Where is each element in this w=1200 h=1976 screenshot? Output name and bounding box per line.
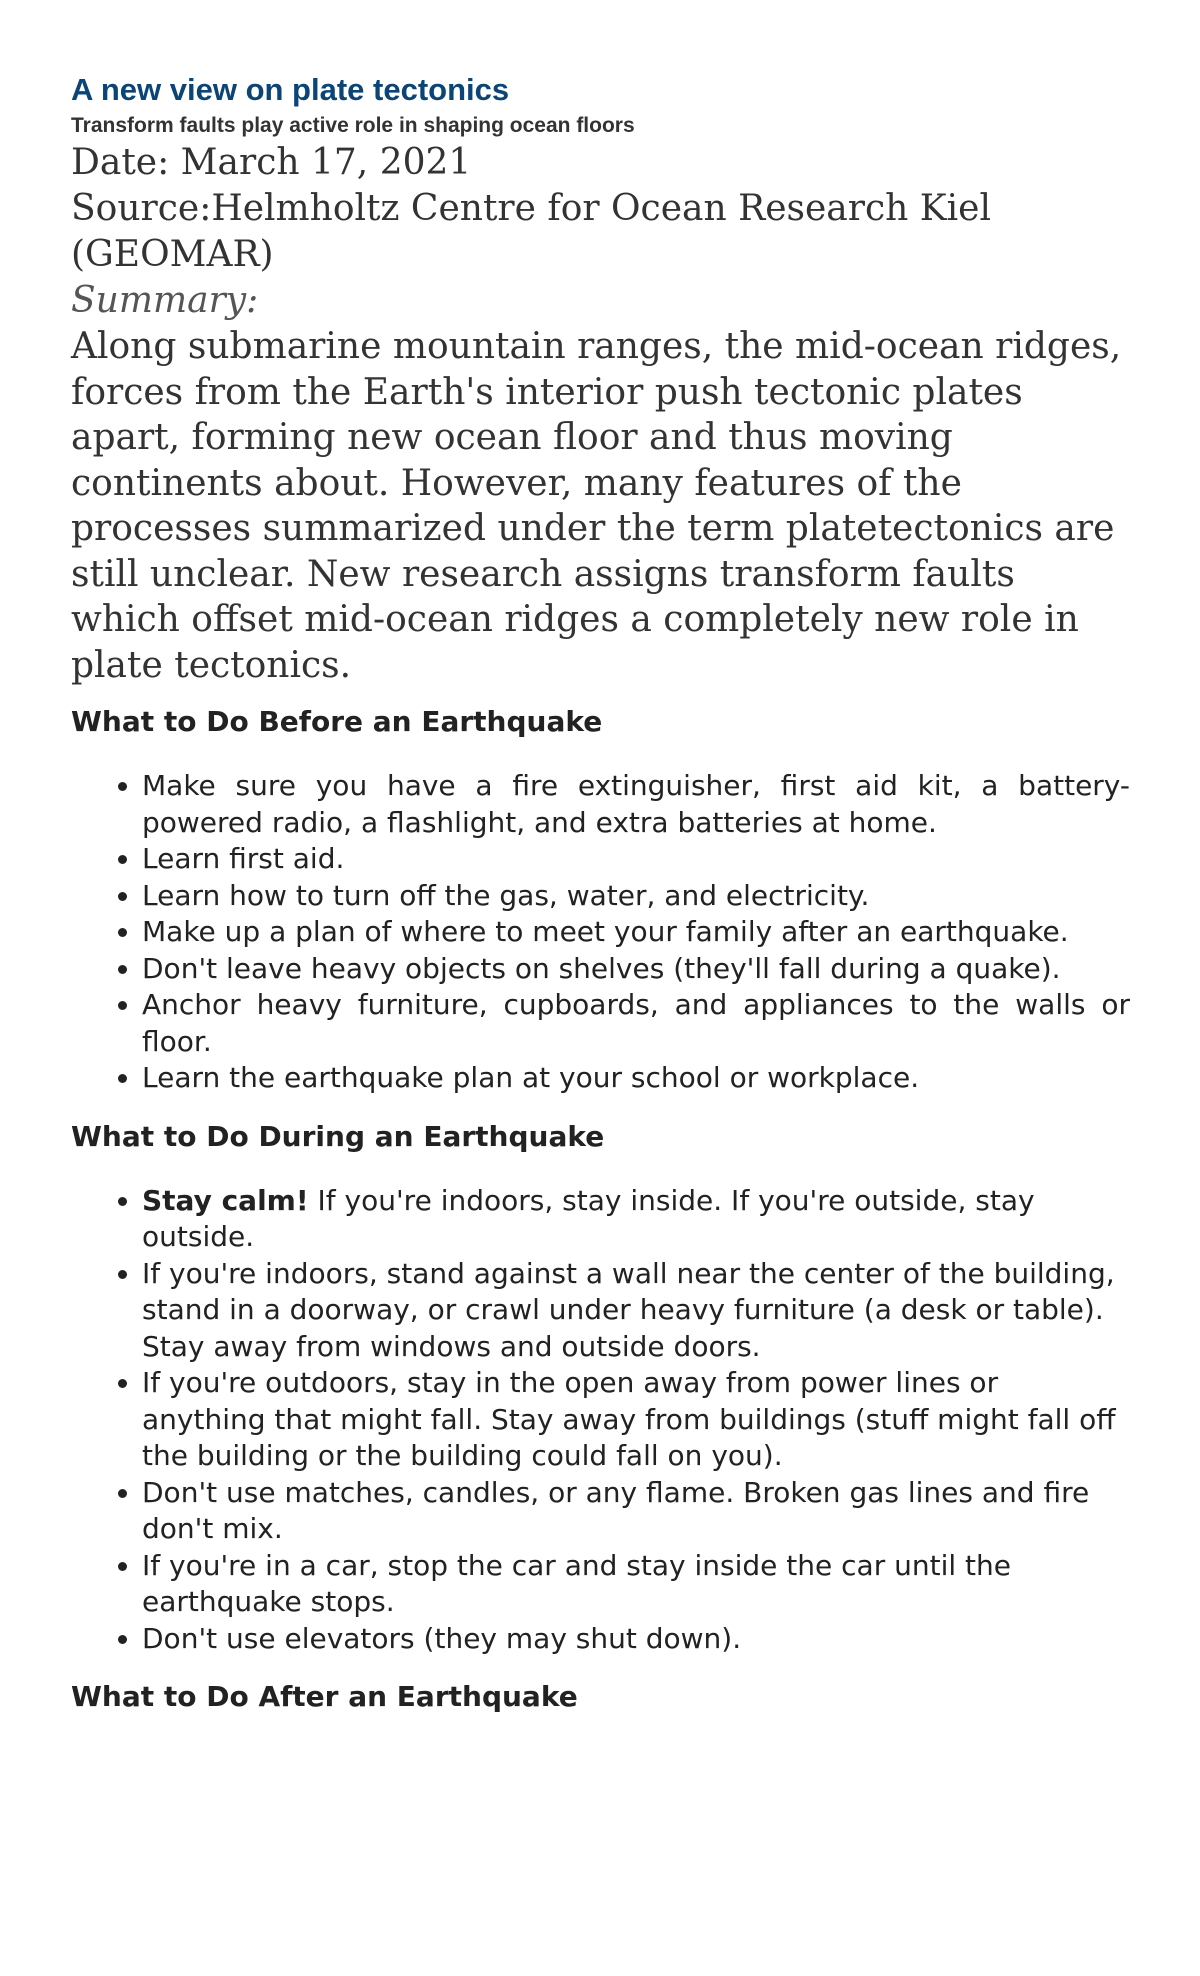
date-line: Date: March 17, 2021 — [71, 142, 472, 183]
list-item: • If you're indoors, stand against a wall near the center of the building, stand in a doorway, or crawl under heavy furniture (a desk or table). Stay away from windows and outside doors. — [142, 1256, 1130, 1366]
before-section-title: What to Do Before an Earthquake — [71, 705, 603, 738]
source-line: Source:Helmholtz Centre for Ocean Research Kiel (GEOMAR) — [71, 188, 991, 275]
list-item: • Don't use elevators (they may shut down). — [142, 1621, 1130, 1658]
list-item: • If you're in a car, stop the car and stay inside the car until the earthquake stops. — [142, 1548, 1130, 1621]
stay-calm-text: If you're indoors, stay inside. If you're outside, stay outside. — [142, 1183, 1035, 1253]
list-item — [142, 1183, 1130, 1256]
list-item: • Make up a plan of where to meet your family after an earthquake. — [142, 914, 1130, 951]
summary-text: Along submarine mountain ranges, the mid-ocean ridges, forces from the Earth's interior push tectonic plates apart, forming new ocean floor and thus moving continents about. However, many features of the processes summarized under the term platetectonics are still unclear. New research assigns transform faults which offset mid-ocean ridges a completely new role in plate tectonics. — [71, 326, 1122, 686]
during-list — [71, 1183, 1130, 1658]
list-item: • Don't use matches, candles, or any flame. Broken gas lines and fire don't mix. — [142, 1475, 1130, 1548]
list-item: • Learn the earthquake plan at your school or workplace. — [142, 1060, 1130, 1097]
summary-label: Summary: — [71, 280, 259, 321]
list-item: • Learn how to turn off the gas, water, and electricity. — [142, 878, 1130, 915]
during-section-title: What to Do During an Earthquake — [71, 1119, 605, 1153]
list-item: • If you're outdoors, stay in the open away from power lines or anything that might fall. Stay away from buildings (stuff might fall off the building or the building could fall on you). — [142, 1365, 1130, 1475]
subheadline: Transform faults play active role in shaping ocean floors — [71, 114, 635, 137]
after-section-title: What to Do After an Earthquake — [71, 1680, 578, 1713]
headline: A new view on plate tectonics — [71, 72, 510, 107]
list-item: • Don't leave heavy objects on shelves (they'll fall during a quake). — [142, 951, 1130, 988]
list-item: • Anchor heavy furniture, cupboards, and appliances to the walls or floor. — [142, 987, 1130, 1060]
list-item: • Learn first aid. — [142, 841, 1130, 878]
before-list — [71, 768, 1130, 1097]
stay-calm-emphasis: Stay calm! — [142, 1183, 309, 1217]
list-item: • Make sure you have a fire extinguisher, first aid kit, a battery-powered radio, a flashlight, and extra batteries at home. — [142, 768, 1130, 841]
